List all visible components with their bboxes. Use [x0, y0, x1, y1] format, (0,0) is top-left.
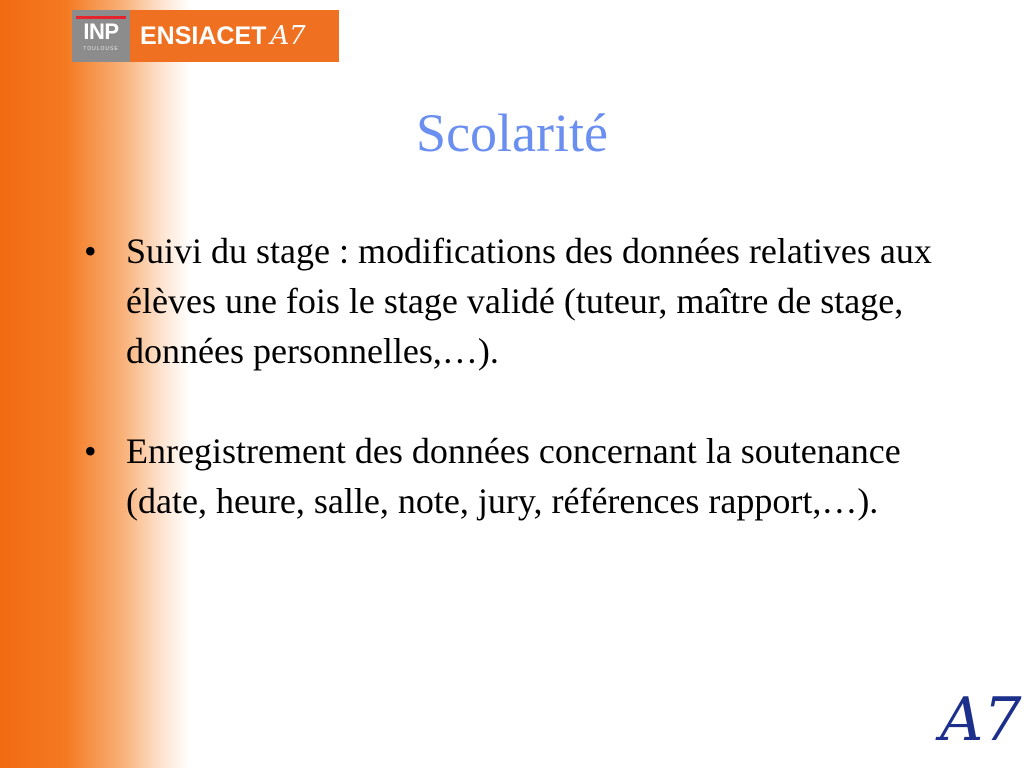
bullet-dot: • [84, 431, 97, 471]
bullet-item [80, 426, 940, 526]
slide-title: Scolarité [416, 103, 608, 163]
bullet-text: Suivi du stage : modifications des données relatives aux élèves une fois le stage validé (tuteur, maître de stage, données personnelles,…). [126, 231, 932, 371]
inp-logo-block [72, 10, 130, 62]
inp-red-bar [76, 16, 126, 19]
inp-logo-text: INP [83, 18, 119, 44]
bullet-list [80, 226, 940, 526]
ensiacet-a7-mark: A7 [270, 21, 306, 51]
ensiacet-logo-text: ENSIACET [140, 21, 267, 50]
inp-logo-subtext: TOULOUSE [83, 45, 119, 52]
bullet-text: Enregistrement des données concernant la soutenance (date, heure, salle, note, jury, références rapport,…). [126, 431, 901, 521]
bullet-dot: • [84, 231, 97, 271]
inp-ensiacet-logo [72, 10, 339, 62]
bullet-item [80, 226, 940, 376]
a7-corner-logo: A7 [940, 685, 1022, 755]
ensiacet-logo-block [130, 10, 339, 62]
